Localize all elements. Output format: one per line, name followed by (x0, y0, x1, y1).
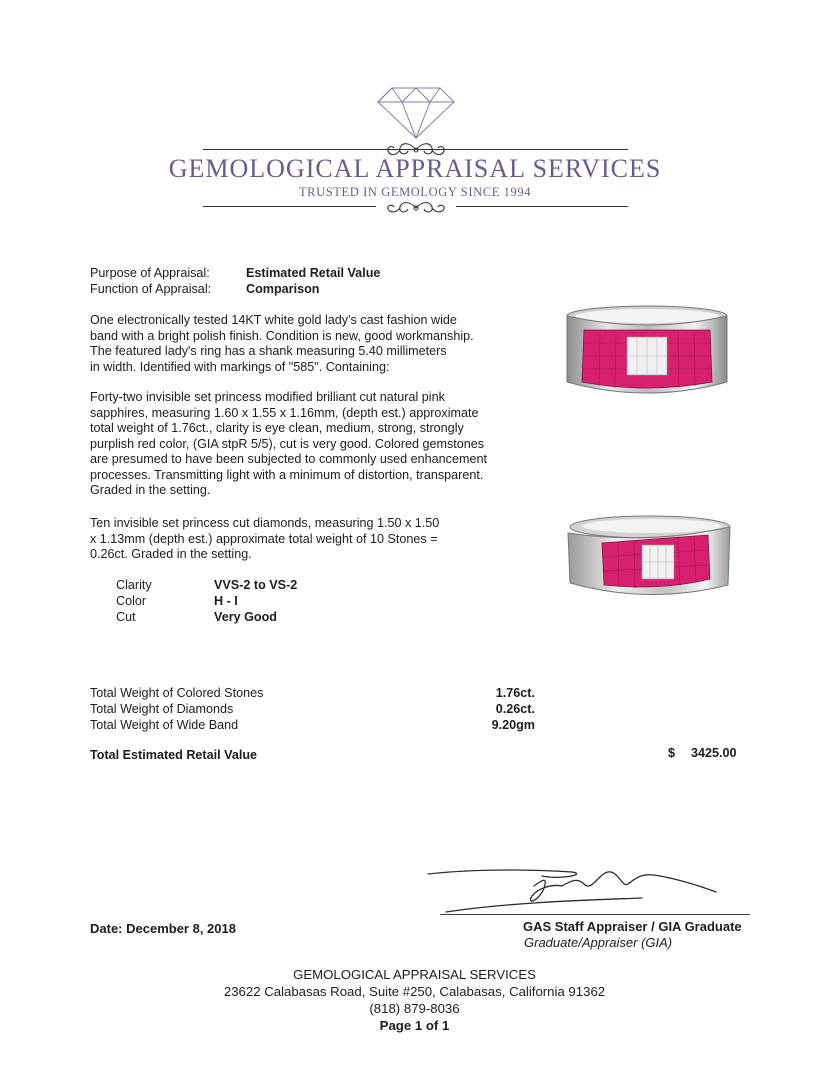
total-value-diamonds: 0.26ct. (495, 702, 535, 716)
ring-photo-angled (560, 513, 734, 605)
company-name: GEMOLOGICAL APPRAISAL SERVICES (168, 154, 662, 183)
text-line: One electronically tested 14KT white gold lady's cast fashion wide (90, 313, 457, 327)
grade-value-clarity: VVS-2 to VS-2 (214, 578, 298, 592)
description-paragraph-sapphires (90, 390, 530, 499)
ring-photo-front (562, 304, 732, 404)
total-value-wide-band: 9.20gm (491, 718, 535, 732)
text-line: in width. Identified with markings of "585". Containing: (90, 359, 390, 374)
footer-company: GEMOLOGICAL APPRAISAL SERVICES (293, 967, 536, 982)
total-label-diamonds: Total Weight of Diamonds (90, 702, 234, 716)
text-line: are presumed to have been subjected to commonly used enhancement (90, 452, 487, 466)
purpose-value: Estimated Retail Value (246, 266, 381, 280)
text-line: purplish red color, (GIA stpR 5/5), cut is very good. Colored gemstones (90, 436, 485, 451)
grade-label-color: Color (116, 594, 147, 608)
footer-phone: (818) 879-8036 (369, 1001, 460, 1016)
grade-label-clarity: Clarity (116, 578, 152, 592)
footer (0, 966, 829, 1034)
text-line: 0.26ct. Graded in the setting. (90, 547, 252, 561)
total-value-colored-stones: 1.76ct. (495, 686, 535, 700)
grade-label-cut: Cut (116, 610, 136, 624)
text-line: band with a bright polish finish. Condition is new, good workmanship. (90, 328, 474, 343)
description-paragraph-ring (90, 313, 520, 375)
total-label-colored-stones: Total Weight of Colored Stones (90, 686, 264, 700)
grade-value-cut: Very Good (214, 610, 277, 624)
handwritten-signature (422, 862, 722, 922)
text-line: Graded in the setting. (90, 483, 211, 497)
scroll-ornament-icon (370, 199, 462, 217)
retail-amount: 3425.00 (691, 746, 737, 760)
company-tagline: TRUSTED IN GEMOLOGY SINCE 1994 (298, 185, 532, 199)
footer-address: 23622 Calabasas Road, Suite #250, Calabasas, California 91362 (223, 984, 606, 999)
retail-value-label: Total Estimated Retail Value (90, 748, 258, 762)
text-line: Ten invisible set princess cut diamonds, measuring 1.50 x 1.50 (90, 516, 440, 530)
total-label-wide-band: Total Weight of Wide Band (90, 718, 239, 732)
function-value: Comparison (246, 282, 320, 296)
purpose-label: Purpose of Appraisal: (90, 266, 210, 280)
page-number: Page 1 of 1 (379, 1018, 450, 1033)
retail-currency: $ (668, 746, 676, 760)
text-line: total weight of 1.76ct., clarity is eye clean, medium, strong, strongly (90, 421, 464, 435)
text-line: processes. Transmitting light with a minimum of distortion, transparent. (90, 467, 484, 482)
text-line: Forty-two invisible set princess modified brilliant cut natural pink (90, 390, 445, 404)
text-line: The featured lady's ring has a shank measuring 5.40 millimeters (90, 344, 447, 358)
text-line: sapphires, measuring 1.60 x 1.55 x 1.16mm, (depth est.) approximate (90, 405, 479, 420)
appraiser-name: GAS Staff Appraiser / GIA Graduate (523, 919, 742, 934)
signature-line (440, 914, 750, 915)
grade-value-color: H - I (214, 594, 238, 608)
function-label: Function of Appraisal: (90, 282, 212, 296)
appraisal-date: Date: December 8, 2018 (90, 921, 236, 936)
appraiser-title: Graduate/Appraiser (GIA) (524, 935, 673, 950)
text-line: x 1.13mm (depth est.) approximate total weight of 10 Stones = (90, 531, 438, 546)
diamond-icon (376, 86, 456, 140)
description-paragraph-diamonds (90, 516, 490, 563)
